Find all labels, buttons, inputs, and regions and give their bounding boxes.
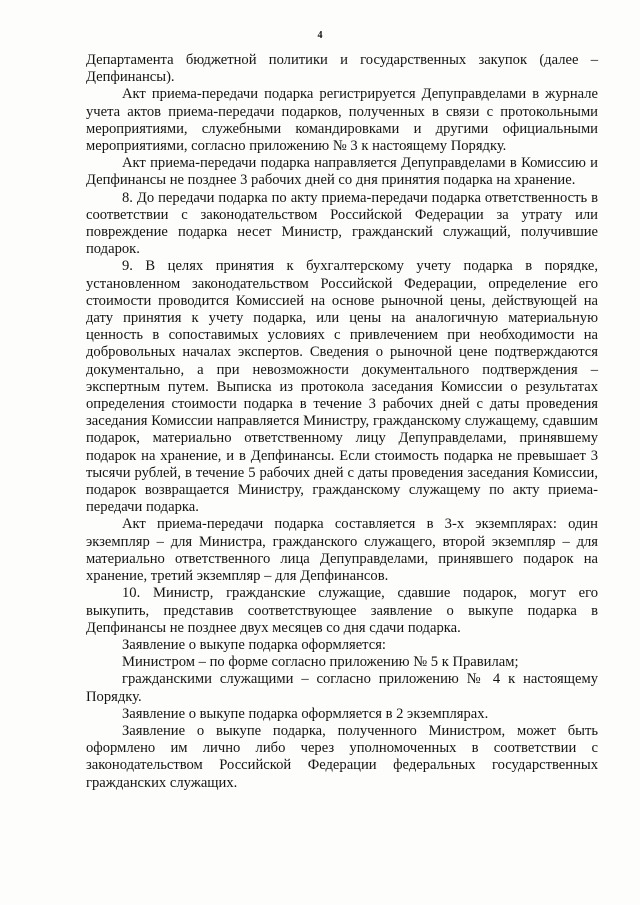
paragraph: Министром – по форме согласно приложению № 5 к Правилам; [122,654,519,671]
paragraph: Акт приема-передачи подарка регистрируется Депуправделами в журнале учета актов приема-передачи подарков, полученных в связи с протокольными мероприятиями, служебными командировками и другими официальными мероприятиями, согласно приложению № 3 к настоящему Порядку. [86,86,598,155]
document-body [86,52,598,792]
paragraph: гражданскими служащими – согласно приложению № 4 к настоящему Порядку. [86,671,598,705]
page-number: 4 [317,30,323,41]
paragraph: 8. До передачи подарка по акту приема-передачи подарка ответственность в соответствии с законодательством Российской Федерации за утрату или повреждение подарка несет Министр, гражданский служащий, получившие подарок. [86,189,598,258]
paragraph: Департамента бюджетной политики и государственных закупок (далее – Депфинансы). [86,52,598,86]
paragraph: 9. В целях принятия к бухгалтерскому учету подарка в порядке, установленном законодательством Российской Федерации, определение его стоимости проводится Комиссией на основе рыночной цены, действующей на дату принятия к учету подарка, или цены на аналогичную материальную ценность в сопоставимых условиях с привлечением при необходимости на добровольных началах экспертов. Сведения о рыночной цене подтверждаются документально, а при невозможности документального подтверждения – экспертным путем. Выписка из протокола заседания Комиссии о результатах определения стоимости подарка в течение 3 рабочих дней с даты проведения заседания Комиссии направляется Министру, гражданскому служащему, сдавшим подарок, материально ответственному лицу Депуправделами, принявшему подарок на хранение, и в Депфинансы. Если стоимость подарка не превышает 3 тысячи рублей, в течение 5 рабочих дней с даты проведения заседания Комиссии, подарок возвращается Министру, гражданскому служащему по акту приема-передачи подарка. [86,258,598,516]
paragraph: Заявление о выкупе подарка оформляется в 2 экземплярах. [122,705,489,722]
paragraph: Заявление о выкупе подарка, полученного Министром, может быть оформлено им лично либо через уполномоченных в соответствии с законодательством Российской Федерации федеральных государственных гражданских служащих. [86,722,598,791]
paragraph: Акт приема-передачи подарка составляется в 3-х экземплярах: один экземпляр – для Министра, гражданского служащего, второй экземпляр – для материально ответственного лица Депуправделами, принявшего подарок на хранение, третий экземпляр – для Депфинансов. [86,516,598,585]
paragraph: Заявление о выкупе подарка оформляется: [122,636,386,653]
paragraph: Акт приема-передачи подарка направляется Депуправделами в Комиссию и Депфинансы не позднее 3 рабочих дней со дня принятия подарка на хранение. [86,155,598,189]
paragraph: 10. Министр, гражданские служащие, сдавшие подарок, могут его выкупить, представив соответствующее заявление о выкупе подарка в Депфинансы не позднее двух месяцев со дня сдачи подарка. [86,585,598,636]
